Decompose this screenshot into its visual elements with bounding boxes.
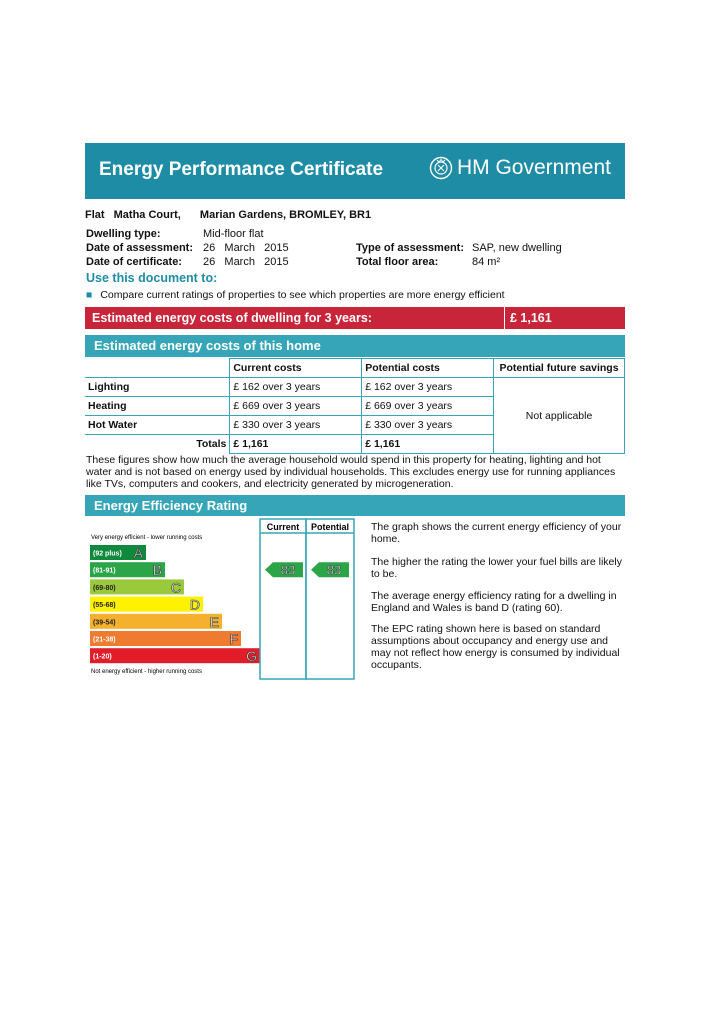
address-line-1: Matha Court, xyxy=(113,209,181,221)
band-range: (21-38) xyxy=(93,636,116,644)
band-bar xyxy=(90,648,260,663)
band-letter: B xyxy=(152,562,162,579)
bullet-text: Compare current ratings of properties to see which properties are more energy efficient xyxy=(100,289,505,301)
savings-cell: Not applicable xyxy=(494,378,625,454)
certificate-banner xyxy=(85,143,625,199)
cell-current-lighting: £ 162 over 3 years xyxy=(230,378,362,397)
efficiency-text-1: The graph shows the current energy efficiency of your home. xyxy=(371,521,622,545)
rating-band-g xyxy=(90,648,260,664)
certificate-date-label: Date of certificate: xyxy=(86,256,182,268)
efficiency-text-3: The average energy efficiency rating for a dwelling in England and Wales is band D (rating 60). xyxy=(371,590,617,614)
total-potential: £ 1,161 xyxy=(362,435,494,454)
potential-rating-arrow xyxy=(311,562,349,578)
table-header-row xyxy=(85,359,625,378)
band-letter: C xyxy=(170,579,181,596)
use-document-heading: Use this document to: xyxy=(86,271,218,285)
efficient-note: Very energy efficient - lower running costs xyxy=(91,535,203,541)
band-range: (39-54) xyxy=(93,619,116,627)
table-header-empty xyxy=(85,359,230,378)
assessment-type-label: Type of assessment: xyxy=(356,242,465,254)
efficiency-rating-chart xyxy=(85,518,355,680)
band-letter: F xyxy=(229,631,238,647)
assessment-type-value: SAP, new dwelling xyxy=(472,242,562,254)
band-range: (81-91) xyxy=(93,567,116,575)
assessment-date-label: Date of assessment: xyxy=(86,242,193,254)
hm-government-logo xyxy=(429,156,611,180)
band-letter: E xyxy=(209,613,219,630)
floor-area-label: Total floor area: xyxy=(356,256,439,268)
property-type: Flat xyxy=(85,209,105,221)
address-line-2: Marian Gardens, BROMLEY, BR1 xyxy=(199,209,372,221)
band-letter: A xyxy=(133,545,143,561)
potential-column-frame xyxy=(306,519,354,679)
table-header-current: Current costs xyxy=(230,359,362,378)
rating-band-a xyxy=(90,545,146,561)
band-letter: D xyxy=(189,596,200,613)
estimated-costs-label: Estimated energy costs of dwelling for 3 years: xyxy=(92,311,372,325)
current-column-label: Current xyxy=(266,522,300,532)
table-header-potential: Potential costs xyxy=(362,359,494,378)
band-letter: G xyxy=(246,648,257,665)
use-document-bullet xyxy=(86,289,505,301)
bullet-icon: ■ xyxy=(86,289,93,301)
energy-costs-table xyxy=(85,358,625,454)
efficiency-heading-bar xyxy=(85,495,625,516)
rating-band-b xyxy=(90,562,165,578)
band-range: (92 plus) xyxy=(93,550,122,558)
floor-area-value: 84 m² xyxy=(472,256,501,268)
rating-value: 83 xyxy=(280,562,296,578)
efficiency-text-4: The EPC rating shown here is based on standard assumptions about occupancy and energy use and may not reflect how energy is consumed by individual occupants. xyxy=(371,623,620,671)
table-header-savings: Potential future savings xyxy=(494,359,625,378)
band-range: (1-20) xyxy=(93,653,112,661)
costs-section-heading xyxy=(85,335,625,357)
row-label-lighting: Lighting xyxy=(85,378,230,397)
cell-current-heating: £ 669 over 3 years xyxy=(230,397,362,416)
rating-band-f xyxy=(90,631,241,647)
rating-value: 83 xyxy=(326,562,342,578)
estimated-costs-bar xyxy=(85,307,625,329)
band-range: (69-80) xyxy=(93,584,116,592)
royal-crest-icon xyxy=(429,156,453,180)
current-column-frame xyxy=(260,519,306,679)
cell-potential-hot-water: £ 330 over 3 years xyxy=(362,416,494,435)
costs-section-title: Estimated energy costs of this home xyxy=(94,338,321,353)
certificate-title: Energy Performance Certificate xyxy=(99,159,384,180)
rating-band-d xyxy=(90,597,203,613)
row-label-heating: Heating xyxy=(85,397,230,416)
total-current: £ 1,161 xyxy=(230,435,362,454)
dwelling-type-label: Dwelling type: xyxy=(86,228,161,240)
band-range: (55-68) xyxy=(93,602,116,610)
estimated-costs-value: £ 1,161 xyxy=(510,311,552,325)
costs-note: These figures show how much the average household would spend in this property for heating, lighting and hot water and is not based on energy used by individual households. This excludes energy use for running appliances like TVs, computers and cookers, and electricity generated by microgeneration. xyxy=(86,454,616,490)
certificate-date-value: 26 March 2015 xyxy=(203,256,289,268)
assessment-date-value: 26 March 2015 xyxy=(203,242,289,254)
property-address xyxy=(85,209,371,221)
potential-column-label: Potential xyxy=(310,522,350,532)
divider xyxy=(504,307,505,329)
table-row xyxy=(85,378,625,397)
cell-current-hot-water: £ 330 over 3 years xyxy=(230,416,362,435)
row-label-hot-water: Hot Water xyxy=(85,416,230,435)
current-rating-arrow xyxy=(265,562,303,578)
dwelling-type-value: Mid-floor flat xyxy=(203,228,264,240)
cell-potential-heating: £ 669 over 3 years xyxy=(362,397,494,416)
efficiency-heading: Energy Efficiency Rating xyxy=(94,498,248,513)
totals-label: Totals xyxy=(85,435,230,454)
cell-potential-lighting: £ 162 over 3 years xyxy=(362,378,494,397)
gov-logo-text: HM Government xyxy=(456,156,611,179)
rating-band-c xyxy=(90,579,184,595)
rating-band-e xyxy=(90,614,222,630)
inefficient-note: Not energy efficient - higher running costs xyxy=(91,669,202,675)
efficiency-text-2: The higher the rating the lower your fuel bills are likely to be. xyxy=(371,556,622,580)
